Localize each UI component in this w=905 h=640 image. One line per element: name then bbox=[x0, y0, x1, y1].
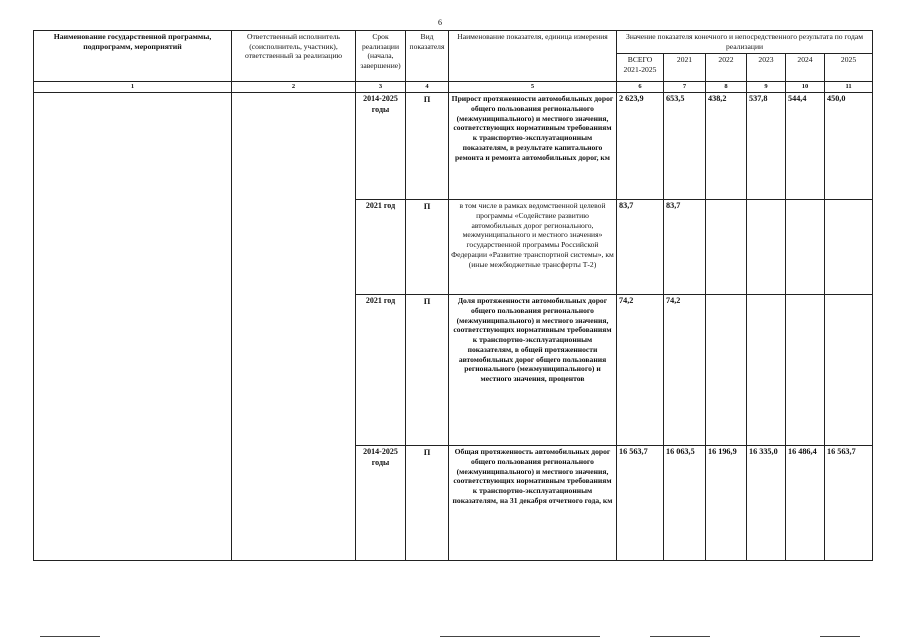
header-indicator-name: Наименование показателя, единица измерения bbox=[449, 31, 617, 82]
scan-edge-line bbox=[440, 636, 600, 637]
value-cell bbox=[825, 295, 873, 446]
scan-edge-line bbox=[40, 636, 100, 637]
column-number: 8 bbox=[706, 82, 747, 93]
indicator-name-cell: Доля протяженности автомобильных дорог общего пользования регионального (межмуниципального) и местного значения, соответствующих нормативным требованиям к транспортно-эксплуатационным показателям, в общей протяженности автомобильных дорог общего пользования регионального (межмуниципального) и местного значения, процентов bbox=[449, 295, 617, 446]
indicator-type-cell: П bbox=[406, 446, 449, 561]
value-cell: 74,2 bbox=[664, 295, 706, 446]
value-cell: 16 335,0 bbox=[747, 446, 786, 561]
value-cell: 16 063,5 bbox=[664, 446, 706, 561]
value-cell bbox=[786, 200, 825, 295]
column-number-row bbox=[34, 82, 873, 93]
scan-edge-line bbox=[820, 636, 860, 637]
column-number: 11 bbox=[825, 82, 873, 93]
column-number: 7 bbox=[664, 82, 706, 93]
program-name-cell bbox=[34, 93, 232, 561]
value-cell: 16 486,4 bbox=[786, 446, 825, 561]
value-cell: 83,7 bbox=[617, 200, 664, 295]
value-cell: 544,4 bbox=[786, 93, 825, 200]
indicator-type-cell: П bbox=[406, 93, 449, 200]
term-cell: 2021 год bbox=[356, 295, 406, 446]
value-cell: 653,5 bbox=[664, 93, 706, 200]
value-cell bbox=[747, 200, 786, 295]
value-cell: 83,7 bbox=[664, 200, 706, 295]
column-number: 1 bbox=[34, 82, 232, 93]
indicator-name-cell: Общая протяженность автомобильных дорог общего пользования регионального (межмуниципального) и местного значения, соответствующих нормативным требованиям к транспортно-эксплуатационным показателям, на 31 декабря отчетного года, км bbox=[449, 446, 617, 561]
header-year: 2023 bbox=[747, 54, 786, 82]
indicators-table bbox=[33, 30, 873, 561]
value-cell bbox=[747, 295, 786, 446]
column-number: 4 bbox=[406, 82, 449, 93]
term-cell: 2014-2025 годы bbox=[356, 446, 406, 561]
header-year: 2024 bbox=[786, 54, 825, 82]
value-cell: 450,0 bbox=[825, 93, 873, 200]
indicator-type-cell: П bbox=[406, 200, 449, 295]
value-cell: 74,2 bbox=[617, 295, 664, 446]
term-cell: 2014-2025 годы bbox=[356, 93, 406, 200]
indicator-type-cell: П bbox=[406, 295, 449, 446]
column-number: 6 bbox=[617, 82, 664, 93]
column-number: 3 bbox=[356, 82, 406, 93]
value-cell: 16 563,7 bbox=[825, 446, 873, 561]
value-cell: 537,8 bbox=[747, 93, 786, 200]
header-year: 2021 bbox=[664, 54, 706, 82]
header-term: Срок реализации (начала, завершение) bbox=[356, 31, 406, 82]
indicator-name-cell: в том числе в рамках ведомственной целевой программы «Содействие развитию автомобильных дорог регионального, межмуниципального и местного значения» государственной программы Российской Федерации «Развитие транспортной системы», км (иные межбюджетные трансферты Т-2) bbox=[449, 200, 617, 295]
header-year: 2022 bbox=[706, 54, 747, 82]
value-cell: 2 623,9 bbox=[617, 93, 664, 200]
table-row bbox=[34, 93, 873, 200]
value-cell: 16 563,7 bbox=[617, 446, 664, 561]
column-number: 2 bbox=[232, 82, 356, 93]
header-year: 2025 bbox=[825, 54, 873, 82]
column-number: 9 bbox=[747, 82, 786, 93]
header-indicator-type: Вид показателя bbox=[406, 31, 449, 82]
scan-edge-line bbox=[650, 636, 710, 637]
value-cell: 438,2 bbox=[706, 93, 747, 200]
value-cell: 16 196,9 bbox=[706, 446, 747, 561]
header-row-1 bbox=[34, 31, 873, 54]
header-total: ВСЕГО 2021-2025 bbox=[617, 54, 664, 82]
value-cell bbox=[706, 200, 747, 295]
value-cell bbox=[825, 200, 873, 295]
page-number: 6 bbox=[438, 18, 442, 27]
value-cell bbox=[706, 295, 747, 446]
value-cell bbox=[786, 295, 825, 446]
header-executor: Ответственный исполнитель (соисполнитель, участник), ответственный за реализацию bbox=[232, 31, 356, 82]
executor-cell bbox=[232, 93, 356, 561]
column-number: 10 bbox=[786, 82, 825, 93]
indicator-name-cell: Прирост протяженности автомобильных дорог общего пользования регионального (межмуниципального) и местного значения, соответствующих нормативным требованиям к транспортно-эксплуатационным показателям, в результате капитального ремонта и ремонта автомобильных дорог, км bbox=[449, 93, 617, 200]
header-values-group: Значение показателя конечного и непосредственного результата по годам реализации bbox=[617, 31, 873, 54]
header-program-name: Наименование государственной программы, подпрограмм, мероприятий bbox=[34, 31, 232, 82]
column-number: 5 bbox=[449, 82, 617, 93]
term-cell: 2021 год bbox=[356, 200, 406, 295]
